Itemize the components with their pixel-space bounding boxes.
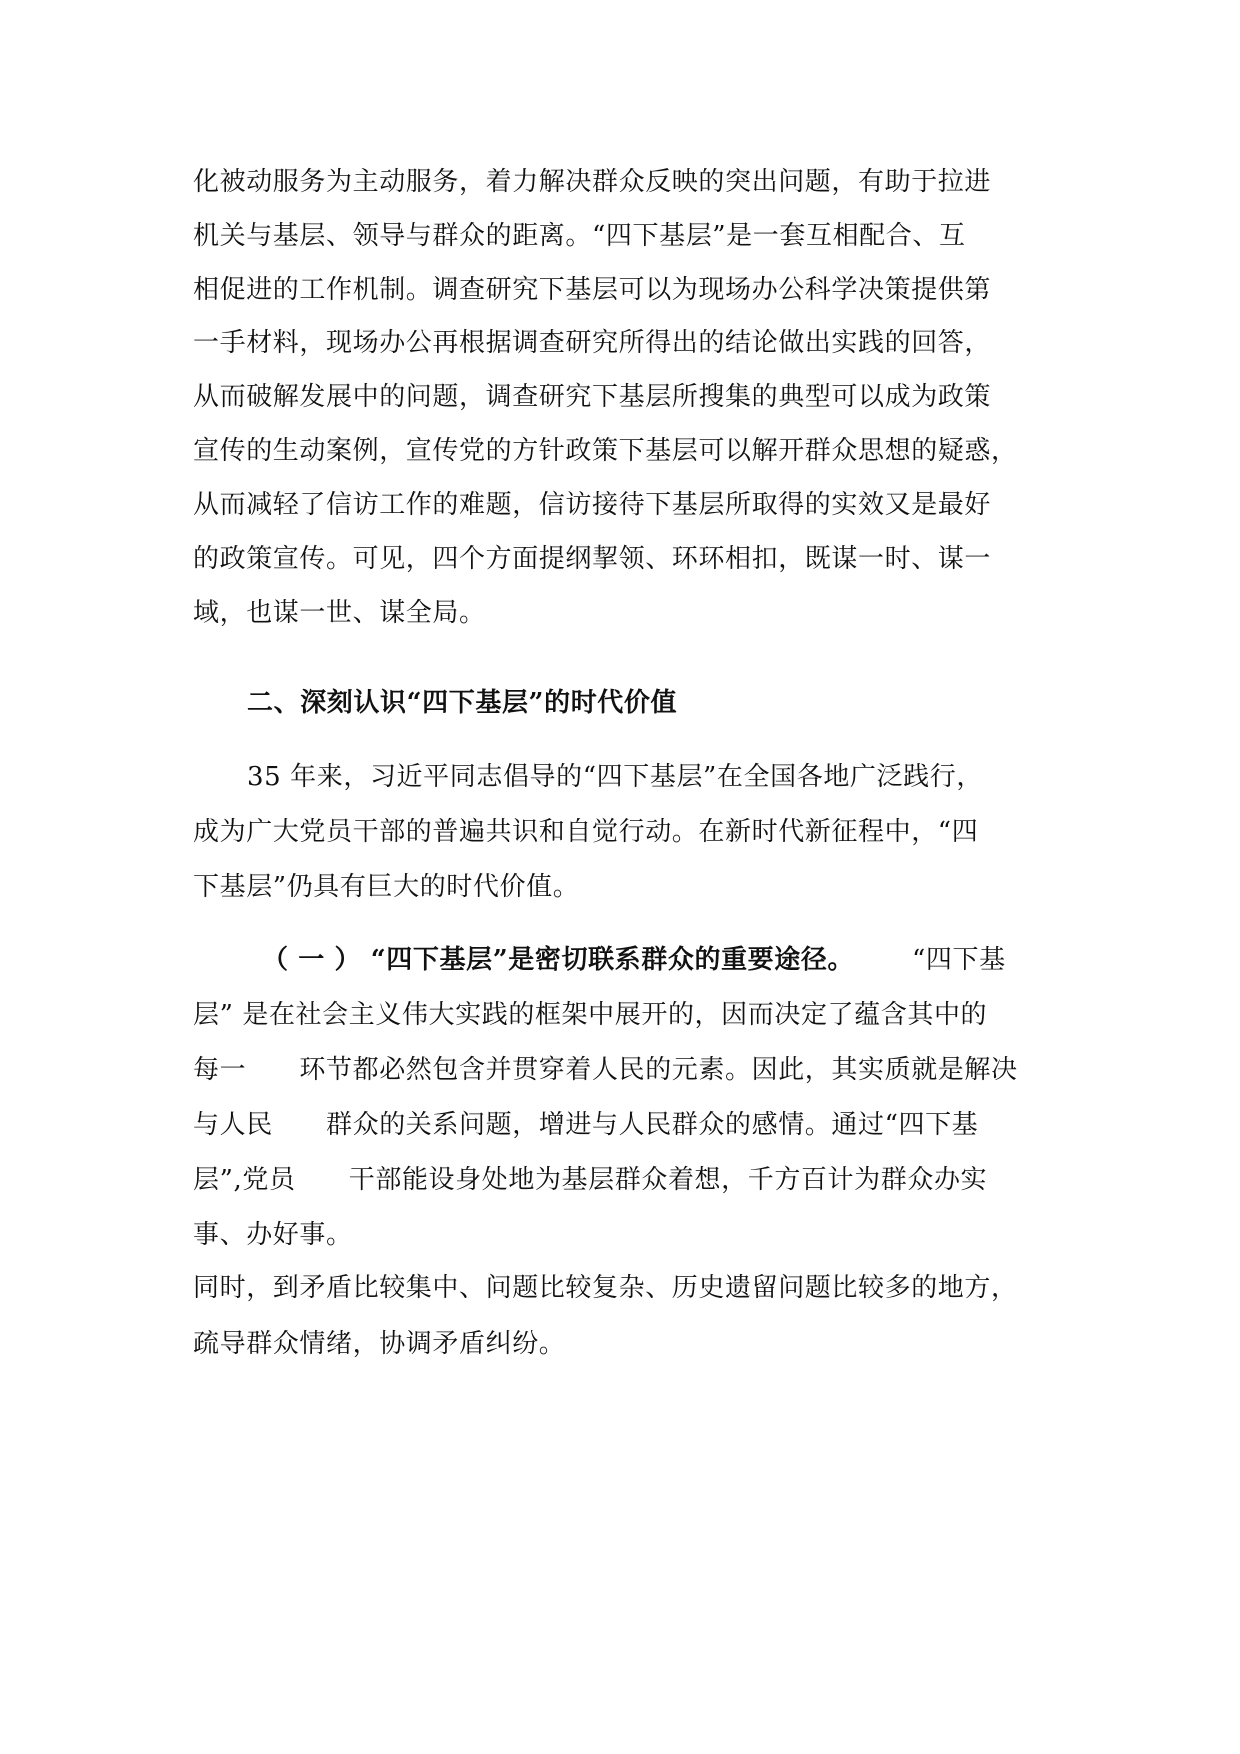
paragraph-4-line: 同时，到矛盾比较集中、问题比较复杂、历史遗留问题比较多的地方， xyxy=(193,1273,1018,1303)
paragraph-1-line: 从而破解发展中的问题，调查研究下基层所搜集的典型可以成为政策 xyxy=(193,382,992,412)
paragraph-3-line: 与人民 群众的关系问题，增进与人民群众的感情。通过“四下基 xyxy=(193,1110,979,1140)
subsection-heading: （ 一 ） “四下基层”是密切联系群众的重要途径。 xyxy=(262,945,855,975)
paragraph-1-line: 机关与基层、领导与群众的距离。“四下基层”是一套互相配合、互 xyxy=(193,221,966,251)
paragraph-2-line: 下基层”仍具有巨大的时代价值。 xyxy=(193,872,580,902)
paragraph-2-line: 35 年来，习近平同志倡导的“四下基层”在全国各地广泛践行， xyxy=(247,762,983,792)
paragraph-2-line: 成为广大党员干部的普遍共识和自觉行动。在新时代新征程中，“四 xyxy=(193,817,979,847)
paragraph-1-line: 从而减轻了信访工作的难题，信访接待下基层所取得的实效又是最好 xyxy=(193,490,992,520)
paragraph-1-line: 一手材料，现场办公再根据调查研究所得出的结论做出实践的回答， xyxy=(193,328,992,358)
paragraph-1-line: 化被动服务为主动服务，着力解决群众反映的突出问题，有助于拉进 xyxy=(193,167,992,197)
paragraph-1-line: 相促进的工作机制。调查研究下基层可以为现场办公科学决策提供第 xyxy=(193,275,992,305)
paragraph-3-line: 事、办好事。 xyxy=(193,1220,353,1250)
subsection-heading-tail: “四下基 xyxy=(912,945,1006,975)
paragraph-4-line: 疏导群众情绪，协调矛盾纠纷。 xyxy=(193,1329,566,1359)
paragraph-3-line: 层”,党员 干部能设身处地为基层群众着想，千方百计为群众办实 xyxy=(193,1165,988,1195)
paragraph-1-line: 宣传的生动案例，宣传党的方针政策下基层可以解开群众思想的疑惑， xyxy=(193,436,1018,466)
paragraph-1-line: 域，也谋一世、谋全局。 xyxy=(193,598,486,628)
paragraph-1-line: 的政策宣传。可见，四个方面提纲挈领、环环相扣，既谋一时、谋一 xyxy=(193,544,992,574)
paragraph-3-line: 每一 环节都必然包含并贯穿着人民的元素。因此，其实质就是解决 xyxy=(193,1055,1018,1085)
paragraph-3-line: 层” 是在社会主义伟大实践的框架中展开的，因而决定了蕴含其中的 xyxy=(193,1000,988,1030)
section-heading: 二、深刻认识“四下基层”的时代价值 xyxy=(247,688,678,718)
